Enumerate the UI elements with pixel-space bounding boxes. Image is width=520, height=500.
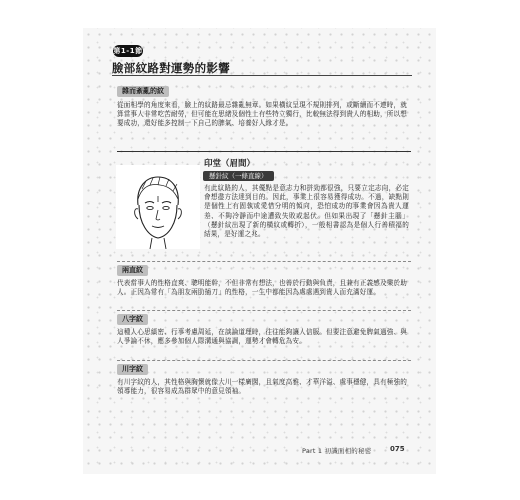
forehead-paragraph: 有此紋路的人，其優點是意志力和拼勁都很強，只要立定志向，必定會想盡方法達到目的。因此，事業上很容易獲得成功。不過，缺點則是個性上有固執或愛惜分明的傾向，恐怕成功的事業會因為貴人運差、不夠冷靜而中途遭致失敗或起伏。但如果出現了「懸針主腦」（懸針紋出現了新的橫紋或轉折），一般相書認為是個人行善積福的結果，是好運之兆。 [204,184,409,239]
dashed-divider-3 [117,360,411,361]
forehead-line-tag: 懸針紋（一條直線） [203,171,274,181]
face-illustration [116,165,200,249]
chuan-shape-paragraph: 有川字紋的人，其性格與胸懷就像大川一樣廣闊，且氣度高雅、才華洋溢、處事穩健，具有極強的領導能力，很容易成為群眾中的意見領袖。 [117,378,407,396]
title-underline [112,75,412,76]
intro-tag: 雜而紊亂的紋 [117,86,169,97]
page-number: 075 [390,445,405,453]
eight-shape-paragraph: 這種人心思縝密、行事考慮周延，在談論道理時，往往能夠讓人信服。但要注意避免脾氣過強、與人爭論不休，應多參加個人際溝通與協調，運勢才會轉危為安。 [117,328,407,346]
chuan-shape-tag: 川字紋 [117,364,148,375]
two-lines-paragraph: 代表當事人的性格直爽、聰明能幹，不但非常有想法，也善於行動與負責，且兼有正義感及樂於助人。正因為常有「為朋友兩肋插刀」的性格，一生中都能因為處處遇到貴人而充滿好運。 [117,279,407,297]
male-face-portrait [116,165,200,249]
dashed-divider-1 [117,261,411,262]
section-number-badge: 第1-1節 [113,47,143,55]
section-title: 臉部紋路對運勢的影響 [112,61,230,75]
eight-shape-tag: 八字紋 [117,314,148,325]
intro-paragraph: 從面相學的角度來看，臉上的紋路最忌雜亂無章。如果橫紋呈現不規則排列，或斷續而不連時，就算當事人非常吃苦耐勞，但可能在思緒及個性上有些特立獨行，比較無法得到貴人的相助，所以想要成功，還好能多控制一下自己的脾氣、培養好人緣才是。 [117,101,407,128]
section-divider [117,151,411,152]
forehead-heading: 印堂（眉間） [204,159,256,169]
dashed-divider-2 [117,310,411,311]
two-lines-tag: 兩直紋 [117,265,148,276]
footer-part-label: Part 1 初識面相的秘密 [302,447,372,455]
